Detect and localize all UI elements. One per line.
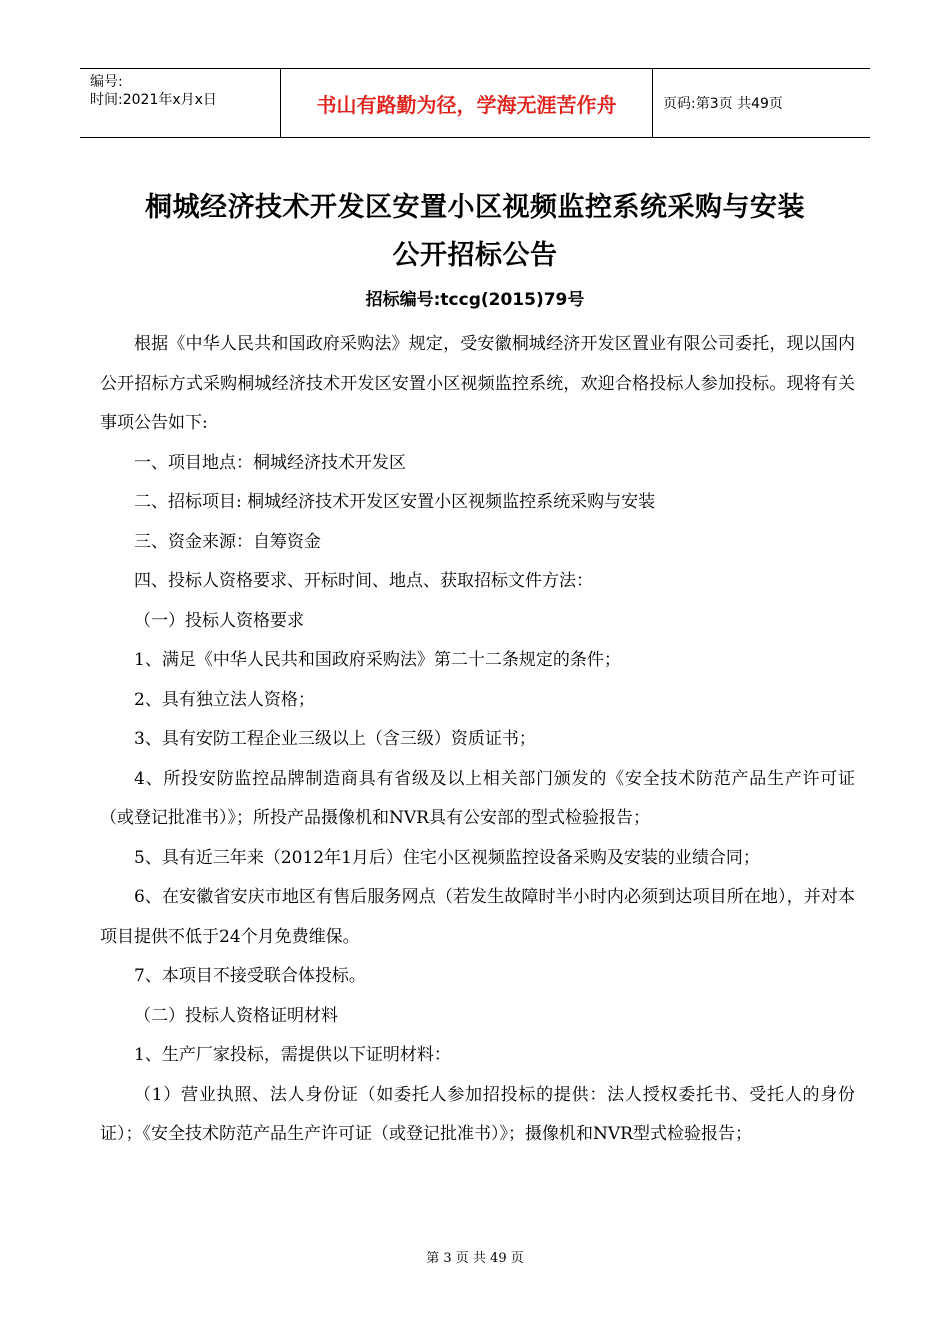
page-footer: 第 3 页 共 49 页 [426,1251,524,1266]
paragraph-item: 6、在安徽省安庆市地区有售后服务网点（若发生故障时半小时内必须到达项目所在地），并对本项目提供不低于24个月免费维保。 [100,887,855,947]
page-header [80,68,870,138]
paragraph-item: 四、投标人资格要求、开标时间、地点、获取招标文件方法： [134,571,593,591]
paragraph-item: 5、具有近三年来（2012年1月后）住宅小区视频监控设备采购及安装的业绩合同； [134,847,760,868]
header-meta [80,69,280,137]
header-page [653,69,870,137]
document-body [100,325,855,1155]
paragraph-item: 1、满足《中华人民共和国政府采购法》第二十二条规定的条件； [134,650,621,670]
header-page-label: 页码:第3页 共49页 [663,96,783,112]
paragraph-item: 一、项目地点：桐城经济技术开发区 [134,452,406,473]
paragraph-intro: 根据《中华人民共和国政府采购法》规定，受安徽桐城经济开发区置业有限公司委托，现以国内公开招标方式采购桐城经济技术开发区安置小区视频监控系统，欢迎合格投标人参加投标。现将有关事项公告如下: [100,334,855,433]
paragraph-item: 1、生产厂家投标，需提供以下证明材料： [134,1045,451,1065]
header-motto [280,69,653,137]
paragraph-item: 7、本项目不接受联合体投标。 [134,966,366,986]
paragraph-subheading: （一）投标人资格要求 [134,610,304,631]
paragraph-item: 三、资金来源：自筹资金 [134,531,321,552]
paragraph-subheading: （二）投标人资格证明材料 [134,1005,338,1026]
bid-number: 招标编号:tccg(2015)79号 [365,290,585,310]
paragraph-item: 4、所投安防监控品牌制造商具有省级及以上相关部门颁发的《安全技术防范产品生产许可证（或登记批准书）》；所投产品摄像机和NVR具有公安部的型式检验报告； [100,768,855,828]
document-title-line1: 桐城经济技术开发区安置小区视频监控系统采购与安装 [145,192,805,223]
header-motto-text: 书山有路勤为径，学海无涯苦作舟 [316,92,617,117]
paragraph-item: 3、具有安防工程企业三级以上（含三级）资质证书； [134,729,536,749]
paragraph-item: 2、具有独立法人资格； [134,689,315,710]
header-number-label: 编号: [90,74,123,90]
paragraph-item: （1）营业执照、法人身份证（如委托人参加招投标的提供：法人授权委托书、受托人的身份证）；《安全技术防范产品生产许可证（或登记批准书）》；摄像机和NVR型式检验报告； [100,1084,855,1144]
header-time-label: 时间:2021年x月x日 [90,92,217,108]
paragraph-item: 二、招标项目: 桐城经济技术开发区安置小区视频监控系统采购与安装 [134,492,656,512]
document-title-line2: 公开招标公告 [392,240,558,271]
